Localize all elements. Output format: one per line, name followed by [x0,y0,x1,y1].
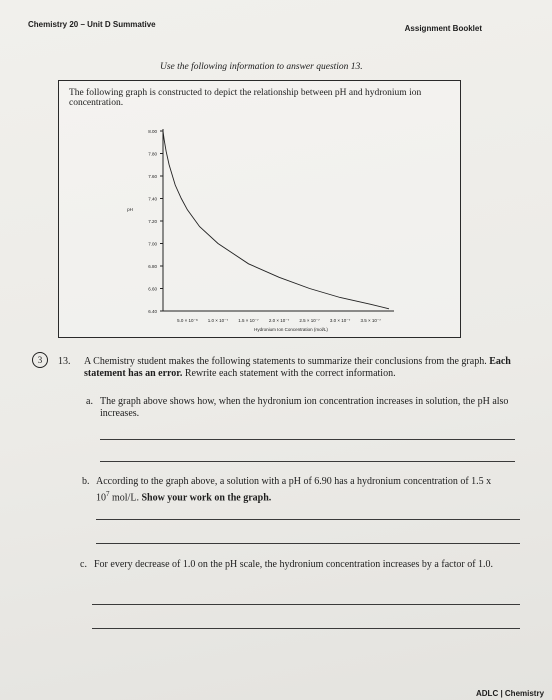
question-prompt-plain: A Chemistry student makes the following statements to summarize their conclusions from the graph. [84,356,490,367]
part-b-exponent: 7 [106,490,110,498]
ph-curve [163,131,389,309]
graph-frame [58,80,461,338]
question-prompt [84,356,514,380]
question-number: 13. [58,356,71,367]
y-axis-label: pH [127,207,133,212]
answer-line-b1[interactable] [96,519,520,520]
publisher-footer: ADLC | Chemistry [476,689,545,698]
x-tick-label: 3.0 × 10⁻⁷ [329,318,351,323]
part-c-label: c. [80,559,87,570]
answer-line-c2[interactable] [92,628,520,629]
question-score-circle: 3 [32,352,48,368]
x-tick-label: 3.5 × 10⁻⁷ [360,318,381,323]
part-c-statement: For every decrease of 1.0 on the pH scale, the hydronium concentration increases by a factor of 1.0. [94,559,494,570]
graph-intro-text: The following graph is constructed to depict the relationship between pH and hydronium ion concentration. [69,88,422,108]
part-a-label: a. [86,396,93,407]
y-tick-label: 7.00 [148,241,157,247]
y-tick-label: 6.60 [148,286,157,292]
answer-line-c1[interactable] [92,604,520,605]
question-prompt-end: Rewrite each statement with the correct information. [182,368,396,379]
part-b-label: b. [82,476,90,487]
x-tick-label: 2.5 × 10⁻⁷ [299,318,320,323]
x-tick-label: 2.0 × 10⁻⁷ [268,318,290,323]
x-axis-label: Hydronium Ion Concentration (mol/L) [254,327,328,332]
y-tick-label: 6.40 [148,309,157,314]
part-b-statement [96,476,506,504]
ph-hydronium-chart [59,81,460,337]
x-tick-label: 1.5 × 10⁻⁷ [238,318,259,323]
y-tick-label: 7.80 [148,151,157,157]
y-tick-label: 7.20 [148,219,157,224]
part-a-statement: The graph above shows how, when the hydronium ion concentration increases in solution, the pH also increases. [100,396,509,419]
answer-line-a2[interactable] [100,461,515,462]
question-prompt-bold: Each statement has an error. [84,356,511,379]
x-tick-label: 1.0 × 10⁻⁷ [207,318,229,323]
y-tick-label: 6.80 [148,264,157,269]
y-tick-label: 7.40 [148,196,157,202]
x-tick-label: 5.0 × 10⁻⁸ [177,318,198,323]
y-tick-label: 7.60 [148,174,157,179]
answer-line-a1[interactable] [100,439,515,440]
answer-line-b2[interactable] [96,543,520,544]
y-tick-label: 8.00 [148,129,157,134]
course-title: Chemistry 20 – Unit D Summative [28,20,156,29]
instruction-text: Use the following information to answer question 13. [160,62,363,72]
part-b-text-b: mol/L. [109,492,142,504]
booklet-title: Assignment Booklet [404,24,482,33]
part-b-text-a: According to the graph above, a solution with a pH of 6.90 has a hydronium concentration of 1.5 x 10 [96,476,492,504]
part-b-bold: Show your work on the graph. [141,492,272,504]
